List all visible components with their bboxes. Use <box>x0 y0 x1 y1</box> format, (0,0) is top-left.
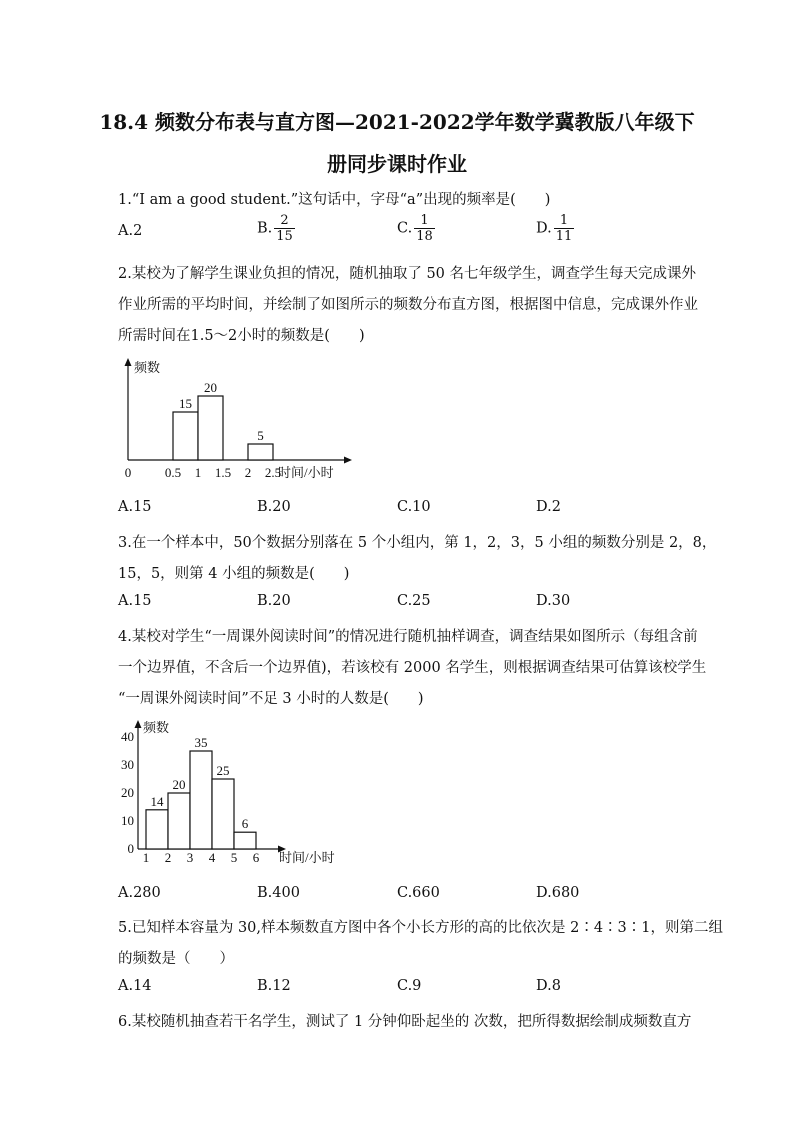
chart2-data-label: 20 <box>172 777 186 792</box>
chart2-data-label: 6 <box>241 816 249 832</box>
chart2-x-tick-label: 5 <box>230 850 238 865</box>
question-1-option-a: A.2 <box>118 223 143 239</box>
question-1-option-c: C. $\frac{1}{18}$ <box>397 213 433 244</box>
question-1-option-d: D. $\frac{1}{11}$ <box>536 213 573 244</box>
question-4-option-a: A.280 <box>118 885 161 901</box>
question-2-line-3: 所需时间在1.5～2小时的频数是( ) <box>118 328 365 344</box>
chart1-bar <box>173 412 198 460</box>
chart2-data-label: 25 <box>216 763 230 778</box>
chart2-x-tick-label: 3 <box>186 850 194 865</box>
chart1-data-label: 20 <box>204 380 217 395</box>
question-4-option-b: B.400 <box>257 885 300 901</box>
chart2-ylabel: 频数 <box>143 720 170 735</box>
chart2-y-tick-label: 30 <box>121 757 134 772</box>
chart1-bar <box>198 396 223 460</box>
question-4-line-2: 一个边界值，不含后一个边界值)，若该校有 2000 名学生，则根据调查结果可估算该校学生 <box>118 660 707 676</box>
chart1-ylabel: 频数 <box>134 360 161 375</box>
question-5-line-1: 5.已知样本容量为 30,样本频数直方图中各个小长方形的高的比依次是 2∶4∶3∶1，则第二组 <box>118 920 724 936</box>
question-6-line-1: 6.某校随机抽查若干名学生，测试了 1 分钟仰卧起坐的 次数，把所得数据绘制成频数直方 <box>118 1014 692 1030</box>
chart1-x-tick-label: 1.5 <box>214 465 232 480</box>
chart1-x-tick-label: 2.5 <box>264 465 282 480</box>
question-3-option-a: A.15 <box>118 593 152 609</box>
question-2-option-a: A.15 <box>118 499 152 515</box>
chart2-bar <box>212 779 234 849</box>
chart1-x-tick-label: 0 <box>124 465 132 480</box>
chart1-x-tick-label: 1 <box>194 465 202 480</box>
chart2-y-tick-label: 0 <box>127 841 134 856</box>
chart1-data-label: 15 <box>179 396 192 411</box>
question-4-line-3: “一周课外阅读时间”不足 3 小时的人数是( ) <box>118 691 424 707</box>
chart2-x-tick-label: 6 <box>252 850 260 865</box>
chart2-bar <box>168 793 190 849</box>
chart2-bar <box>146 810 168 849</box>
question-5-option-b: B.12 <box>257 978 291 994</box>
chart1-x-tick-label: 2 <box>244 465 252 480</box>
question-1-option-b: B. $\frac{2}{15}$ <box>257 213 293 244</box>
question-1-stem: 1.“I am a good student.”这句话中，字母“a”出现的频率是( ) <box>118 192 551 208</box>
y-axis-arrow-icon <box>135 720 142 728</box>
chart2-bar <box>234 832 256 849</box>
chart1-xlabel: 时间/小时 <box>278 465 334 480</box>
page-title-continued: 册同步课时作业 <box>327 152 467 176</box>
chart2-bar <box>190 751 212 849</box>
question-5-option-d: D.8 <box>536 978 561 994</box>
chart2-y-tick-label: 40 <box>121 729 134 744</box>
question-3-option-b: B.20 <box>257 593 291 609</box>
chart2-y-tick-label: 20 <box>121 785 134 800</box>
chart2-x-tick-label: 1 <box>142 850 150 865</box>
chart1-x-tick-label: 0.5 <box>164 465 182 480</box>
question-2-option-b: B.20 <box>257 499 291 515</box>
question-2-option-c: C.10 <box>397 499 431 515</box>
histogram-chart-1 <box>112 355 372 485</box>
question-3-line-2: 15，5，则第 4 小组的频数是( ) <box>118 566 350 582</box>
histogram-chart-2 <box>108 716 358 872</box>
question-5-option-c: C.9 <box>397 978 422 994</box>
question-2-line-1: 2.某校为了解学生课业负担的情况，随机抽取了 50 名七年级学生，调查学生每天完成课外 <box>118 266 696 282</box>
chart2-y-tick-label: 10 <box>121 813 134 828</box>
question-4-option-c: C.660 <box>397 885 440 901</box>
y-axis-arrow-icon <box>125 358 132 366</box>
question-3-line-1: 3.在一个样本中，50个数据分别落在 5 个小组内，第 1，2，3，5 小组的频数分别是 2，8， <box>118 535 717 551</box>
question-4-option-d: D.680 <box>536 885 580 901</box>
chart1-data-label: 5 <box>257 428 264 443</box>
question-4-line-1: 4.某校对学生“一周课外阅读时间”的情况进行随机抽样调查，调查结果如图所示（每组含前 <box>118 629 698 645</box>
x-axis-arrow-icon <box>344 457 352 464</box>
chart2-x-tick-label: 2 <box>164 850 172 865</box>
chart2-xlabel: 时间/小时 <box>279 850 335 865</box>
chart1-bar <box>248 444 273 460</box>
page-title: 18.4 频数分布表与直方图—2021-2022学年数学冀教版八年级下 <box>99 110 695 134</box>
question-5-option-a: A.14 <box>118 978 152 994</box>
question-2-line-2: 作业所需的平均时间，并绘制了如图所示的频数分布直方图，根据图中信息，完成课外作业 <box>118 297 698 313</box>
chart2-data-label: 14 <box>150 793 164 809</box>
chart2-x-tick-label: 4 <box>208 850 216 865</box>
question-2-option-d: D.2 <box>536 499 561 515</box>
chart2-data-label: 35 <box>194 735 208 750</box>
question-3-option-c: C.25 <box>397 593 431 609</box>
question-5-line-2: 的频数是（ ） <box>118 951 234 967</box>
question-3-option-d: D.30 <box>536 593 571 609</box>
